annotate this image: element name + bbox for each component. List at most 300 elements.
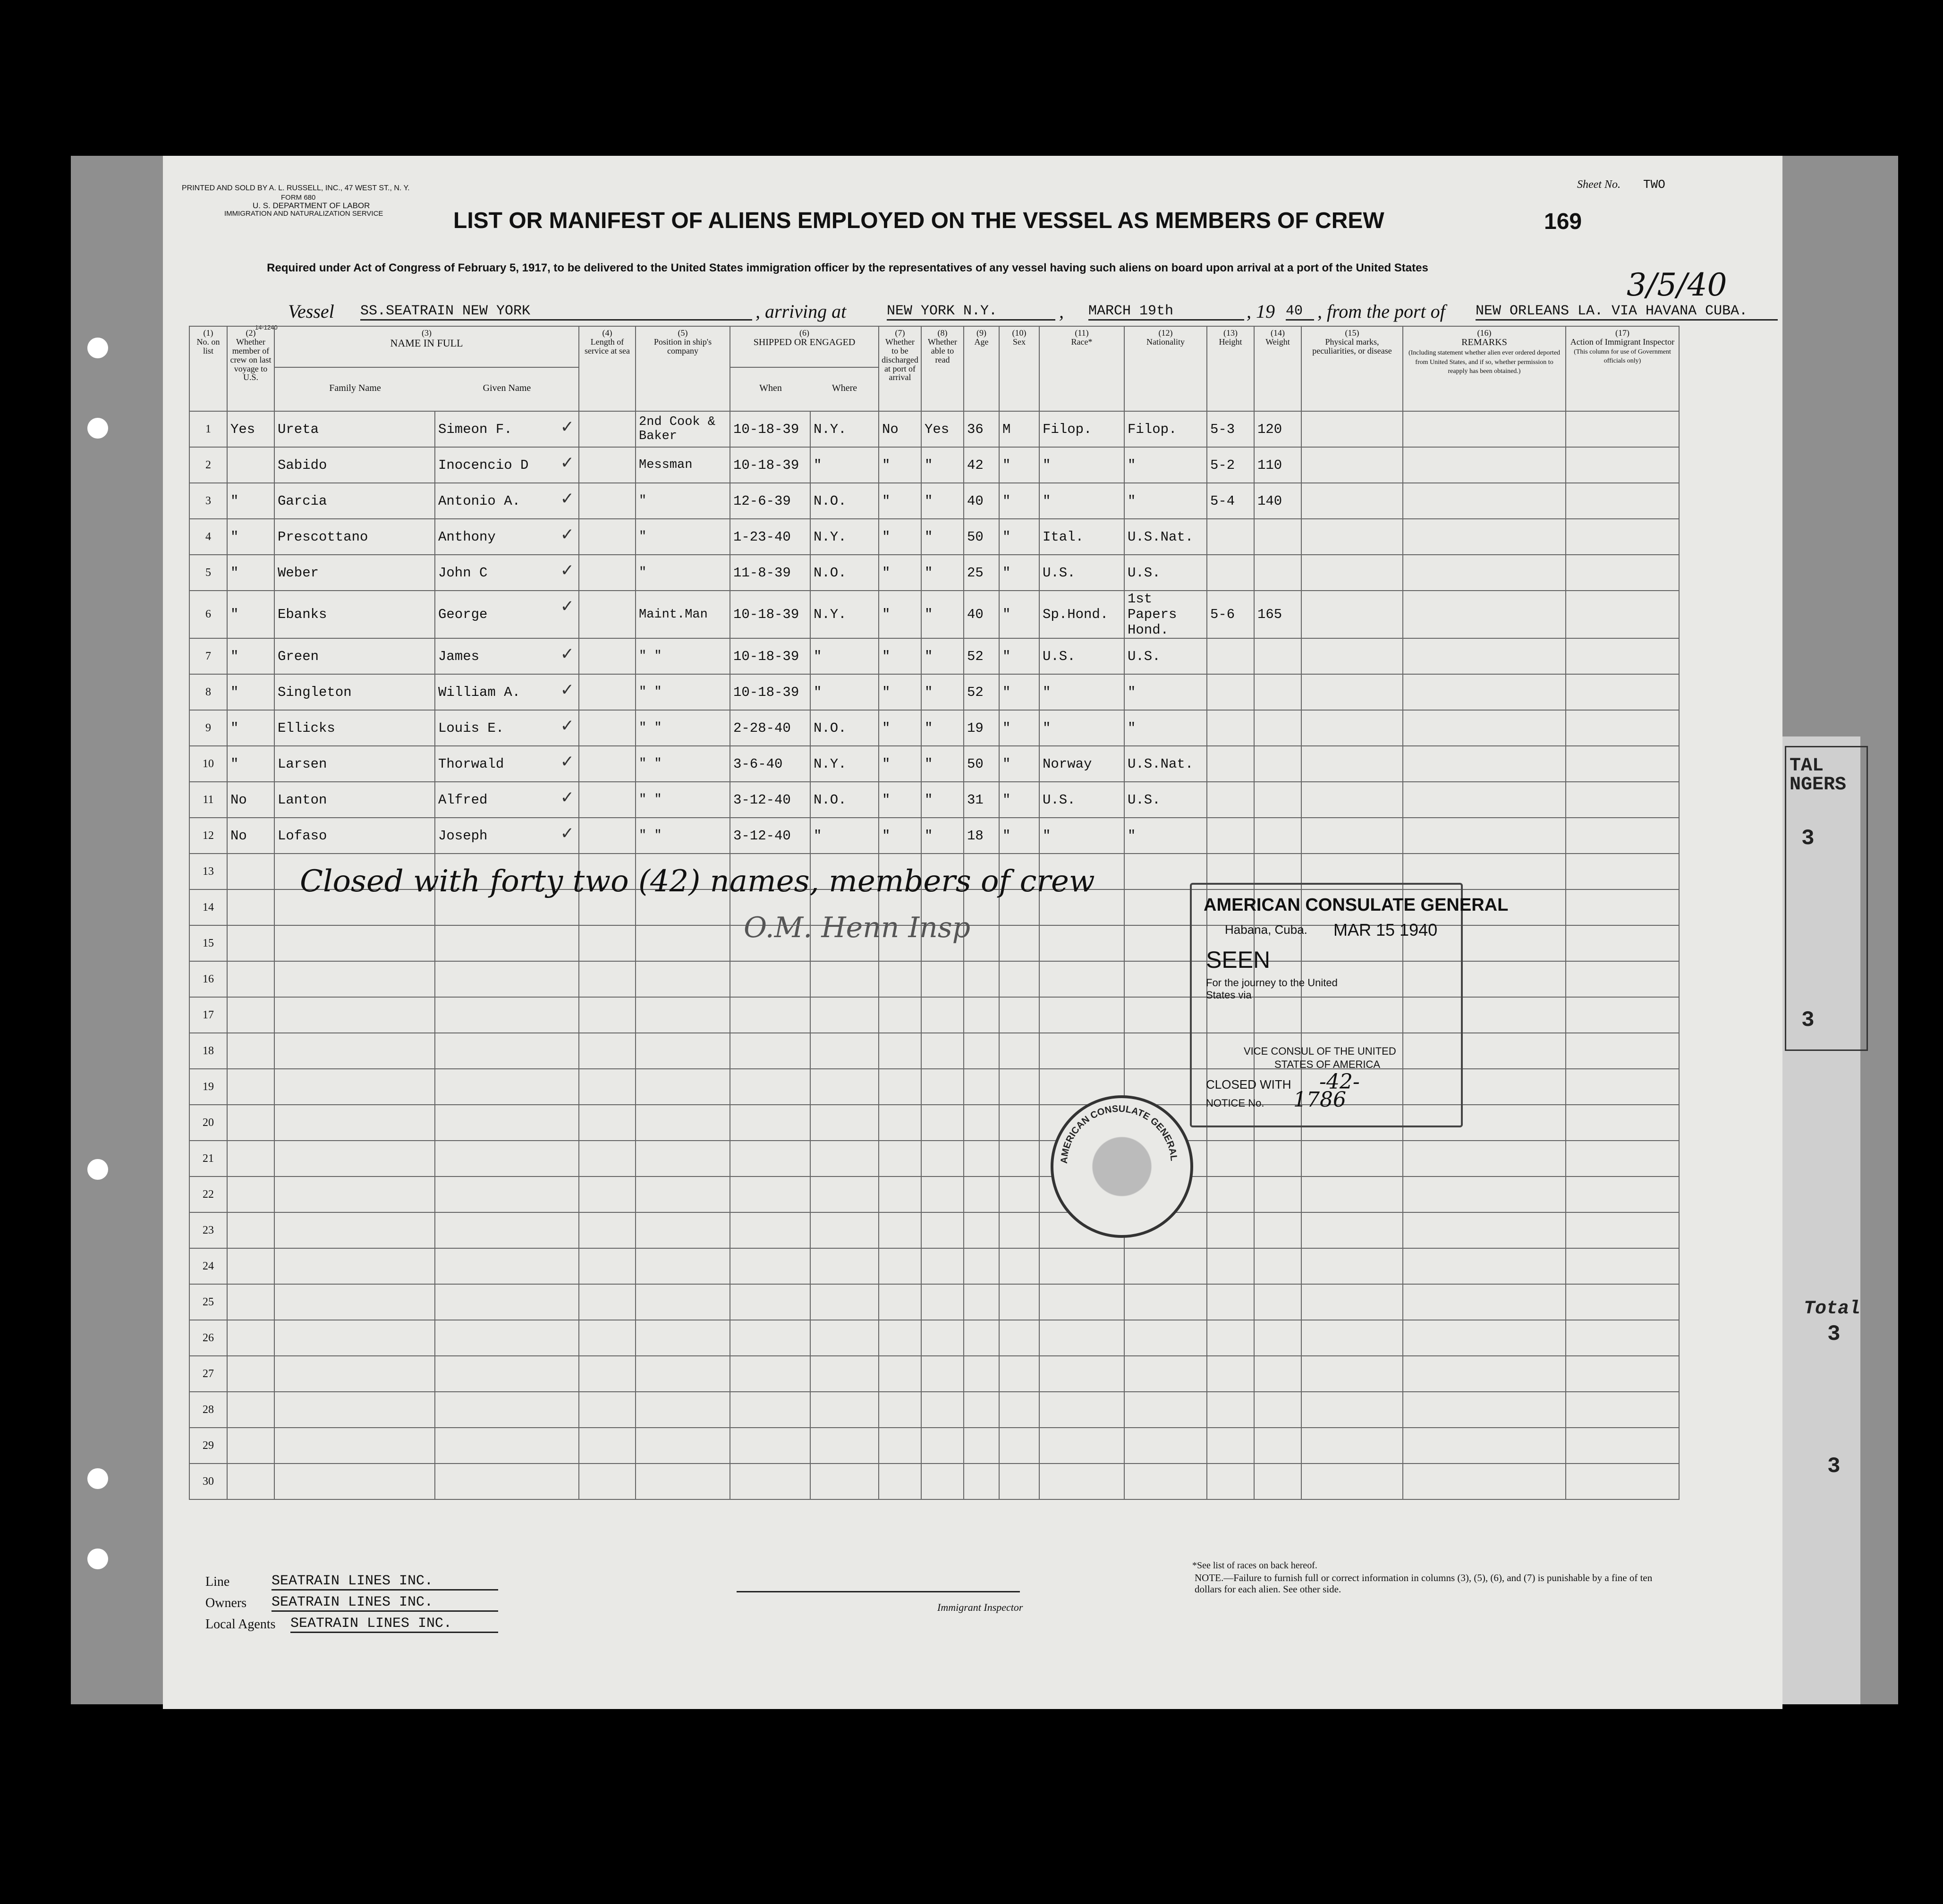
physical-marks: [1301, 555, 1403, 591]
service-length: [579, 674, 636, 710]
nationality: [1124, 1464, 1207, 1499]
service-length: [579, 1392, 636, 1428]
col-remarks-note: (Including statement whether alien ever ordered deported from United States, and if so, whether permission to reapply has been obtained.): [1408, 349, 1561, 375]
shipped-when: [730, 1141, 810, 1176]
service-length: [579, 710, 636, 746]
shipped-when: 10-18-39: [730, 447, 810, 483]
owners-value: SEATRAIN LINES INC.: [272, 1594, 498, 1612]
weight: [1254, 1284, 1301, 1320]
remarks: [1403, 447, 1566, 483]
last-voyage: Yes: [227, 411, 274, 447]
shipped-where: N.O.: [810, 710, 879, 746]
inspector-action: [1566, 1033, 1679, 1069]
given-name: Antonio A. ✓: [435, 483, 579, 519]
nationality: U.S.: [1124, 782, 1207, 818]
race: ": [1039, 710, 1124, 746]
inspector-action: [1566, 447, 1679, 483]
table-row: [189, 1176, 1679, 1212]
age: [964, 1069, 999, 1105]
nationality: U.S.: [1124, 638, 1207, 674]
weight: [1254, 1464, 1301, 1499]
table-row: [189, 782, 1679, 818]
col-given-header: Given Name: [483, 383, 531, 393]
row-number: 13: [189, 854, 227, 889]
discharge: [879, 1105, 921, 1141]
weight: [1254, 746, 1301, 782]
discharge: ": [879, 818, 921, 854]
stamp-date: MAR 15 1940: [1333, 920, 1438, 939]
race: ": [1039, 483, 1124, 519]
family-name: [274, 997, 435, 1033]
service-length: [579, 1320, 636, 1356]
height: [1207, 638, 1254, 674]
age: [964, 1320, 999, 1356]
shipped-where: ": [810, 674, 879, 710]
col-when-header: When: [759, 383, 782, 393]
family-name: [274, 1356, 435, 1392]
ship-position: [636, 1033, 730, 1069]
shipped-where: [810, 961, 879, 997]
shipped-when: [730, 1248, 810, 1284]
row-number: 12: [189, 818, 227, 854]
given-name: [435, 1464, 579, 1499]
shipped-when: [730, 1464, 810, 1499]
given-name: [435, 1141, 579, 1176]
age: 18: [964, 818, 999, 854]
age: [964, 1356, 999, 1392]
remarks: [1403, 1141, 1566, 1176]
line-value: SEATRAIN LINES INC.: [272, 1573, 498, 1591]
remarks: [1403, 818, 1566, 854]
remarks: [1403, 782, 1566, 818]
col-where-header: Where: [832, 383, 857, 393]
shipped-where: N.Y.: [810, 591, 879, 638]
row-number: 17: [189, 997, 227, 1033]
col-17-number: (17): [1615, 328, 1629, 338]
table-row: [189, 1356, 1679, 1392]
row-number: 11: [189, 782, 227, 818]
age: [964, 1141, 999, 1176]
family-name: Prescottano: [274, 519, 435, 555]
able-to-read: [921, 1248, 964, 1284]
side-tally-strip: [1775, 736, 1860, 1704]
discharge: ": [879, 710, 921, 746]
physical-marks: [1301, 1392, 1403, 1428]
age: 50: [964, 519, 999, 555]
ship-position: [636, 1105, 730, 1141]
service-length: [579, 1212, 636, 1248]
given-name: Simeon F. ✓: [435, 411, 579, 447]
weight: [1254, 1428, 1301, 1464]
able-to-read: ": [921, 638, 964, 674]
height: [1207, 674, 1254, 710]
nationality: [1124, 1356, 1207, 1392]
service-length: [579, 1069, 636, 1105]
inspector-action: [1566, 555, 1679, 591]
shipped-when: 2-28-40: [730, 710, 810, 746]
remarks: [1403, 483, 1566, 519]
remarks: [1403, 1464, 1566, 1499]
check-mark-icon: ✓: [561, 597, 573, 618]
age: [964, 1464, 999, 1499]
age: [964, 997, 999, 1033]
row-number: 6: [189, 591, 227, 638]
shipped-where: [810, 1033, 879, 1069]
discharge: ": [879, 591, 921, 638]
ship-position: 2nd Cook & Baker: [636, 411, 730, 447]
given-name: [435, 1284, 579, 1320]
last-voyage: ": [227, 674, 274, 710]
discharge: [879, 1392, 921, 1428]
given-name: [435, 1212, 579, 1248]
remarks: [1403, 674, 1566, 710]
sex: [999, 1141, 1039, 1176]
discharge: [879, 1141, 921, 1176]
last-voyage: [227, 1176, 274, 1212]
check-mark-icon: ✓: [561, 788, 573, 809]
discharge: ": [879, 674, 921, 710]
height: [1207, 1320, 1254, 1356]
check-mark-icon: ✓: [561, 680, 573, 702]
weight: [1254, 1320, 1301, 1356]
discharge: [879, 1320, 921, 1356]
punch-hole: [87, 1549, 108, 1569]
sex: [999, 961, 1039, 997]
shipped-when: [730, 1320, 810, 1356]
shipped-when: 10-18-39: [730, 591, 810, 638]
remarks: [1403, 1392, 1566, 1428]
height: [1207, 1464, 1254, 1499]
race: ": [1039, 447, 1124, 483]
last-voyage: ": [227, 519, 274, 555]
service-length: [579, 818, 636, 854]
col-action-note: (This column for use of Government officials only): [1574, 348, 1671, 365]
weight: [1254, 1141, 1301, 1176]
given-name: [435, 1033, 579, 1069]
inspector-label: Immigrant Inspector: [937, 1601, 1023, 1613]
discharge: [879, 1464, 921, 1499]
race: Ital.: [1039, 519, 1124, 555]
race: [1039, 997, 1124, 1033]
shipped-when: 3-12-40: [730, 818, 810, 854]
age: 42: [964, 447, 999, 483]
row-number: 2: [189, 447, 227, 483]
inspector-action: [1566, 1392, 1679, 1428]
discharge: ": [879, 447, 921, 483]
given-name: [435, 925, 579, 961]
height: 5-6: [1207, 591, 1254, 638]
service-length: [579, 1428, 636, 1464]
height: [1207, 1141, 1254, 1176]
remarks: [1403, 591, 1566, 638]
inspector-action: [1566, 483, 1679, 519]
family-name: Ebanks: [274, 591, 435, 638]
col-2-number: (2): [246, 328, 256, 338]
remarks: [1403, 1212, 1566, 1248]
family-name: Ureta: [274, 411, 435, 447]
agents-label: Local Agents: [205, 1617, 276, 1632]
given-name: John C ✓: [435, 555, 579, 591]
shipped-where: [810, 1320, 879, 1356]
inspector-action: [1566, 1284, 1679, 1320]
given-name: [435, 1105, 579, 1141]
weight: [1254, 710, 1301, 746]
shipped-where: N.Y.: [810, 411, 879, 447]
sex: ": [999, 818, 1039, 854]
height: [1207, 782, 1254, 818]
shipped-when: [730, 1176, 810, 1212]
able-to-read: ": [921, 591, 964, 638]
discharge: [879, 997, 921, 1033]
able-to-read: [921, 1320, 964, 1356]
family-name: [274, 1248, 435, 1284]
able-to-read: ": [921, 710, 964, 746]
table-row: [189, 1320, 1679, 1356]
row-number: 30: [189, 1464, 227, 1499]
ship-position: " ": [636, 818, 730, 854]
seal-text: AMERICAN CONSULATE GENERAL: [1059, 1103, 1179, 1164]
page-number: 169: [1544, 209, 1582, 234]
service-length: [579, 447, 636, 483]
discharge: [879, 1428, 921, 1464]
physical-marks: [1301, 746, 1403, 782]
family-name: [274, 1105, 435, 1141]
inspector-action: [1566, 674, 1679, 710]
able-to-read: [921, 1212, 964, 1248]
shipped-when: 10-18-39: [730, 638, 810, 674]
discharge: ": [879, 483, 921, 519]
family-name: [274, 1392, 435, 1428]
check-mark-icon: ✓: [561, 453, 573, 474]
race: Sp.Hond.: [1039, 591, 1124, 638]
remarks: [1403, 555, 1566, 591]
last-voyage: [227, 1464, 274, 1499]
height: [1207, 1428, 1254, 1464]
height: 5-2: [1207, 447, 1254, 483]
line-label: Line: [205, 1574, 230, 1589]
able-to-read: ": [921, 519, 964, 555]
last-voyage: [227, 1105, 274, 1141]
races-note: *See list of races on back hereof.: [1192, 1560, 1317, 1571]
sheet-number: TWO: [1643, 178, 1665, 192]
ship-position: [636, 1356, 730, 1392]
nationality: U.S.: [1124, 555, 1207, 591]
discharge: ": [879, 555, 921, 591]
inspector-action: [1566, 1464, 1679, 1499]
col-shipped-header: SHIPPED OR ENGAGED: [753, 337, 856, 347]
height: 5-3: [1207, 411, 1254, 447]
family-name: [274, 1176, 435, 1212]
service-length: [579, 1105, 636, 1141]
age: [964, 1392, 999, 1428]
weight: 120: [1254, 411, 1301, 447]
sex: [999, 1356, 1039, 1392]
sex: [999, 1069, 1039, 1105]
punch-hole: [87, 418, 108, 439]
row-number: 1: [189, 411, 227, 447]
row-number: 3: [189, 483, 227, 519]
table-row: [189, 1464, 1679, 1499]
check-mark-icon: ✓: [561, 561, 573, 582]
race: U.S.: [1039, 638, 1124, 674]
last-voyage: [227, 889, 274, 925]
remarks: [1403, 638, 1566, 674]
last-voyage: [227, 925, 274, 961]
age: 40: [964, 591, 999, 638]
sex: [999, 1105, 1039, 1141]
shipped-when: [730, 997, 810, 1033]
given-name: Inocencio D ✓: [435, 447, 579, 483]
col-last-voyage-header: Whether member of crew on last voyage to U.S.: [230, 337, 272, 382]
table-row: [189, 1284, 1679, 1320]
family-name: [274, 925, 435, 961]
given-name: [435, 1176, 579, 1212]
punch-hole: [87, 1468, 108, 1489]
given-name: [435, 1248, 579, 1284]
stamp-closed-value: -42-: [1319, 1070, 1360, 1094]
arrival-port: NEW YORK N.Y.: [887, 303, 1055, 321]
tally-value: 3: [1827, 1454, 1841, 1479]
ship-position: [636, 1464, 730, 1499]
ship-position: [636, 1069, 730, 1105]
discharge: [879, 1284, 921, 1320]
service-length: [579, 746, 636, 782]
last-voyage: ": [227, 746, 274, 782]
shipped-where: [810, 1392, 879, 1428]
nationality: [1124, 1428, 1207, 1464]
inspector-action: [1566, 519, 1679, 555]
col-15-number: (15): [1345, 328, 1359, 338]
table-row: [189, 710, 1679, 746]
row-number: 7: [189, 638, 227, 674]
nationality: [1124, 1284, 1207, 1320]
row-number: 15: [189, 925, 227, 961]
able-to-read: [921, 997, 964, 1033]
family-name: Singleton: [274, 674, 435, 710]
able-to-read: [921, 1428, 964, 1464]
weight: [1254, 519, 1301, 555]
table-row: [189, 447, 1679, 483]
inspector-action: [1566, 1105, 1679, 1141]
ship-position: [636, 1141, 730, 1176]
inspector-action: [1566, 889, 1679, 925]
discharge: ": [879, 746, 921, 782]
service-length: [579, 1356, 636, 1392]
shipped-where: ": [810, 818, 879, 854]
able-to-read: [921, 1284, 964, 1320]
able-to-read: [921, 1392, 964, 1428]
service-length: [579, 411, 636, 447]
shipped-where: [810, 1141, 879, 1176]
last-voyage: [227, 1141, 274, 1176]
height: [1207, 1392, 1254, 1428]
table-row: [189, 555, 1679, 591]
col-remarks-header: REMARKS: [1461, 337, 1507, 347]
weight: [1254, 782, 1301, 818]
shipped-where: [810, 1284, 879, 1320]
last-voyage: ": [227, 555, 274, 591]
able-to-read: ": [921, 782, 964, 818]
given-name: [435, 961, 579, 997]
remarks: [1403, 1248, 1566, 1284]
svg-text:AMERICAN CONSULATE GENERAL: [1059, 1104, 1179, 1164]
inspector-action: [1566, 1428, 1679, 1464]
sex: ": [999, 447, 1039, 483]
race: Norway: [1039, 746, 1124, 782]
age: 52: [964, 638, 999, 674]
family-name: [274, 1033, 435, 1069]
col-position-header: Position in ship's company: [653, 337, 712, 355]
shipped-when: [730, 1069, 810, 1105]
sex: [999, 1033, 1039, 1069]
ship-position: " ": [636, 746, 730, 782]
physical-marks: [1301, 710, 1403, 746]
shipped-where: [810, 1105, 879, 1141]
ship-position: [636, 925, 730, 961]
race: [1039, 925, 1124, 961]
row-number: 29: [189, 1428, 227, 1464]
stamp-vice-consul: VICE CONSUL OF THE UNITED: [1244, 1045, 1396, 1057]
stamp-closed-label: CLOSED WITH: [1206, 1077, 1291, 1092]
row-number: 21: [189, 1141, 227, 1176]
col-sex-header: Sex: [1013, 337, 1026, 347]
col-family-header: Family Name: [329, 383, 381, 393]
nationality: ": [1124, 710, 1207, 746]
inspector-action: [1566, 1069, 1679, 1105]
service-length: [579, 1464, 636, 1499]
sex: ": [999, 555, 1039, 591]
printer-line: PRINTED AND SOLD BY A. L. RUSSELL, INC., 47 WEST ST., N. Y.: [182, 184, 410, 192]
handwritten-inspector-signature: O.M. Henn Insp: [744, 911, 971, 944]
remarks: [1403, 746, 1566, 782]
shipped-where: [810, 1356, 879, 1392]
remarks: [1403, 1176, 1566, 1212]
discharge: No: [879, 411, 921, 447]
physical-marks: [1301, 782, 1403, 818]
inspector-action: [1566, 818, 1679, 854]
discharge: [879, 1176, 921, 1212]
inspector-signature-line: [737, 1591, 1020, 1592]
col-race-header: Race*: [1071, 337, 1093, 347]
sex: [999, 997, 1039, 1033]
table-row: [189, 674, 1679, 710]
manifest-sheet: PRINTED AND SOLD BY A. L. RUSSELL, INC., 47 WEST ST., N. Y. FORM 680 U. S. DEPARTMENT OF LABOR IMMIGRATION AND NATURALIZATION SERVICE Sheet No. TWO LIST OR MANIFEST OF ALIENS EMPLOYED ON THE VESSEL AS MEMBERS OF CREW 169 Required under Act of Congress of February 5, 1917, to be delivered to the United States immigration officer by the representatives of any vessel having such aliens on board upon arrival at a port of the United States 3/5/40 Vessel SS.SEATRAIN NEW YORK , arriving at NEW YORK N.Y. , MARCH 19th , 19 40 , from the port of NEW ORLEANS LA. VIA HAVANA CUBA. 14-1240 (1) No. on list (2) Whether member of crew on last voyage to U.S. (3) NAME IN FULL Family Name Given Name (4) Length of service at sea (5) Position in ship's company (6) SHIPPED OR ENGAGED When Where (7) Whether to be discharged at port of arrival (8) Whether able to read (9) Age (10) Sex (11) Race* (12) Nationality (13) Height (14) Weight (15) Physical marks, peculiarities, or disease (16) REMARKS (Including statement whether alien ever ordered deported from United States, and if so, whether permission to reapply has been obtained.) (17) Action of Immigrant Inspector (This column for use of Government officials only) 1 Yes Ureta Simeon F. ✓ 2nd Cook & Baker 10-18-39 N.Y. No Yes 36 M Filop. Filop. 5-3 120 2 Sabido Inocencio D ✓ Messman 10-18-39 " " " 42 " " " 5-2 110 3 " Garcia Antonio A. ✓ " 12-6-39 N.O. " " 40 " " " 5-4 140 4 " Prescottano Anthony ✓ " 1-23-40 N.Y. " " 50 " Ital. U.S.Nat. 5 " Weber John C ✓ " 11-8-39 N.O. " " 25 " U.S. U.S. 6 " Ebanks George ✓ Maint.Man 10-18-39 N.Y. " " 40 " Sp.Hond. 1st Papers Hond. 5-6 165 7 " Green James ✓ " " 10-18-39 " " " 52 " U.S. U.S. 8 " Singleton William A. ✓ " " 10-18-39 " " " 52 " " " 9 " Ellicks Louis E. ✓ " " 2-28-40 N.O. " " 19 " " " 10 " Larsen Thorwald ✓ " " 3-6-40 N.Y. " " 50 " Norway U.S.Nat. 11 No Lanton Alfred ✓ " " 3-12-40 N.O. " " 31 " U.S. U.S. 12 No Lofaso Joseph ✓ " " 3-12-40 " " " 18 " " " 13 14 15 16 17 18 19 20 21 22 23 24 25 26 27 28 29 30 Closed with forty two (42) names, members of crew O.M. Henn Insp AMERICAN CONSULATE GENERAL Habana, Cuba. MAR 15 1940 SEEN For the journey to the United States via VICE CONSUL OF THE UNITED STATES OF AMERICA CLOSED WITH -42- NOTICE No. 1786 AMERICAN CONSULATE GENERAL Line SEATRAIN LINES INC. Owners SEATRAIN LINES INC. Local Agents SEATRAIN LINES INC. Immigrant Inspector *See list of races on back hereof. NOTE.—Failure to furnish full or correct information in columns (3), (5), (6), and (7) is punishable by a fine of ten dollars for each alien. See other side.: [163, 156, 1782, 1709]
ship-position: ": [636, 483, 730, 519]
sex: ": [999, 674, 1039, 710]
height: [1207, 1176, 1254, 1212]
race: [1039, 1392, 1124, 1428]
check-mark-icon: ✓: [561, 417, 573, 439]
shipped-when: 3-6-40: [730, 746, 810, 782]
ship-position: " ": [636, 674, 730, 710]
table-row: [189, 1141, 1679, 1176]
last-voyage: [227, 961, 274, 997]
departure-port: NEW ORLEANS LA. VIA HAVANA CUBA.: [1476, 303, 1778, 321]
nationality: ": [1124, 818, 1207, 854]
weight: [1254, 555, 1301, 591]
height: [1207, 1356, 1254, 1392]
col-16-number: (16): [1477, 328, 1492, 338]
table-row: [189, 591, 1679, 638]
row-number: 5: [189, 555, 227, 591]
seal-ring: [1051, 1095, 1188, 1232]
row-number: 24: [189, 1248, 227, 1284]
weight: [1254, 818, 1301, 854]
service-length: [579, 555, 636, 591]
col-action-header: Action of Immigrant Inspector: [1570, 337, 1675, 347]
age: [964, 1284, 999, 1320]
check-mark-icon: ✓: [561, 489, 573, 510]
